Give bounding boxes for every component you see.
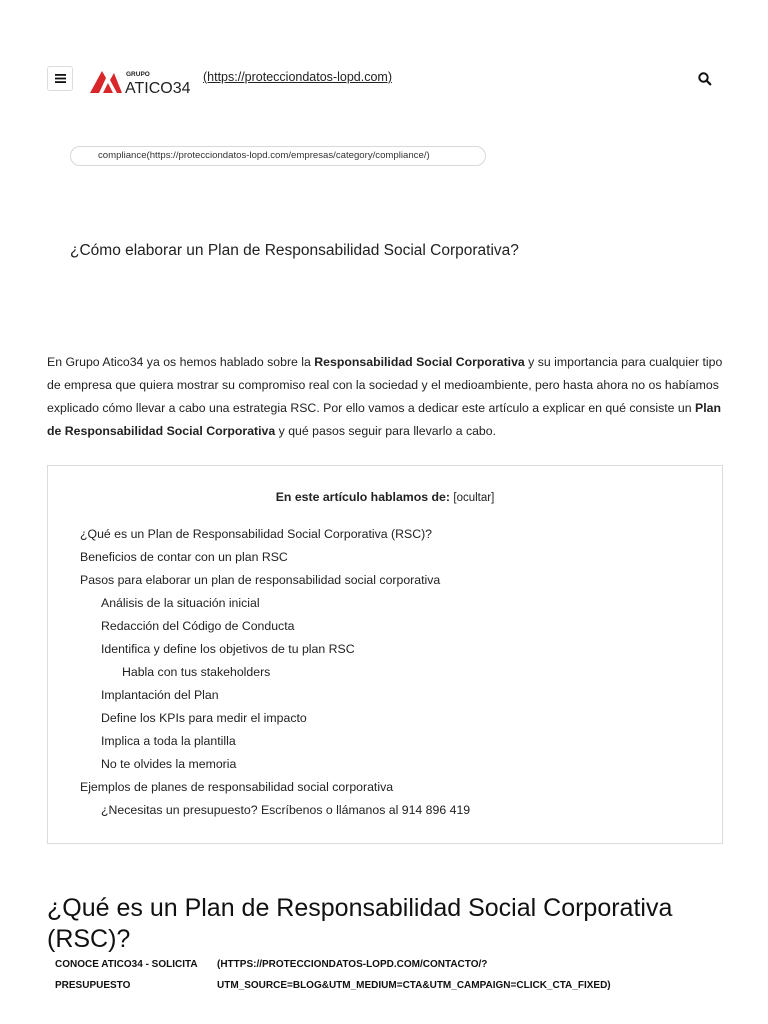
intro-text-2: y su importancia para cualquier tipo de empresa que quiera mostrar su compromiso real con la sociedad y el medioambiente, pero hasta ahora no os habíamos explicado cómo llevar a cabo una estrategia RSC. Por ello vamos a dedicar este artículo a explicar en qué consiste un — [47, 355, 723, 415]
toc-item[interactable]: ¿Qué es un Plan de Responsabilidad Social Corporativa (RSC)? — [80, 527, 433, 541]
toc-list — [80, 523, 700, 822]
logo-main-text: ATICO34 — [125, 80, 191, 95]
intro-text-1: En Grupo Atico34 ya os hemos hablado sobre la — [47, 355, 315, 369]
menu-button[interactable] — [47, 66, 73, 91]
toc-subitem[interactable]: Implantación del Plan — [101, 688, 219, 702]
cta-bar — [0, 946, 768, 1024]
section-heading: ¿Qué es un Plan de Responsabilidad Social Corporativa (RSC)? — [47, 894, 673, 953]
intro-text-3: y qué pasos seguir para llevarlo a cabo. — [275, 424, 497, 438]
toc-subitem[interactable]: ¿Necesitas un presupuesto? Escríbenos o llámanos al 914 896 419 — [101, 803, 471, 817]
toc-item[interactable]: Pasos para elaborar un plan de responsabilidad social corporativa — [80, 573, 441, 587]
atico34-logo-icon — [90, 67, 202, 95]
page-title: ¿Cómo elaborar un Plan de Responsabilidad Social Corporativa? — [70, 242, 519, 259]
toc-item[interactable]: Beneficios de contar con un plan RSC — [80, 550, 288, 564]
toc-heading: En este artículo hablamos de: — [275, 490, 450, 504]
toc-subitem[interactable]: Identifica y define los objetivos de tu plan RSC — [101, 642, 355, 656]
toc-header — [48, 490, 722, 504]
toc-subsubitem[interactable]: Habla con tus stakeholders — [122, 665, 271, 679]
toc-subitem[interactable]: Análisis de la situación inicial — [101, 596, 260, 610]
logo-home-link[interactable]: (https://protecciondatos-lopd.com) — [203, 70, 392, 84]
toc-subitem[interactable]: Implica a toda la plantilla — [101, 734, 236, 748]
toc-subitem[interactable]: Redacción del Código de Conducta — [101, 619, 295, 633]
site-header — [0, 58, 768, 98]
cta-url-link[interactable]: (HTTPS://PROTECCIONDATOS-LOPD.COM/CONTACTO/?UTM_SOURCE=BLOG&UTM_MEDIUM=CTA&UTM_CAMPAIGN=CLICK_CTA_FIXED) — [217, 959, 611, 991]
search-button[interactable] — [697, 71, 713, 87]
toc-toggle-link[interactable]: [ocultar] — [453, 492, 495, 504]
cta-label-link[interactable]: CONOCE ATICO34 - SOLICITA PRESUPUESTO — [55, 959, 198, 991]
toc-subitem[interactable]: Define los KPIs para medir el impacto — [101, 711, 307, 725]
intro-paragraph — [47, 351, 727, 443]
intro-bold-1: Responsabilidad Social Corporativa — [314, 355, 525, 369]
search-icon — [697, 71, 713, 87]
intro-bold-2: Plan de Responsabilidad Social Corporativa — [47, 401, 721, 438]
toc-subitem[interactable]: No te olvides la memoria — [101, 757, 237, 771]
site-logo[interactable] — [90, 67, 202, 95]
hamburger-menu-icon — [55, 74, 66, 83]
toc-item[interactable]: Ejemplos de planes de responsabilidad social corporativa — [80, 780, 394, 794]
category-pill[interactable]: compliance(https://protecciondatos-lopd.com/empresas/category/compliance/) — [70, 146, 486, 166]
logo-small-text: GRUPO — [126, 71, 150, 78]
table-of-contents — [47, 465, 723, 844]
